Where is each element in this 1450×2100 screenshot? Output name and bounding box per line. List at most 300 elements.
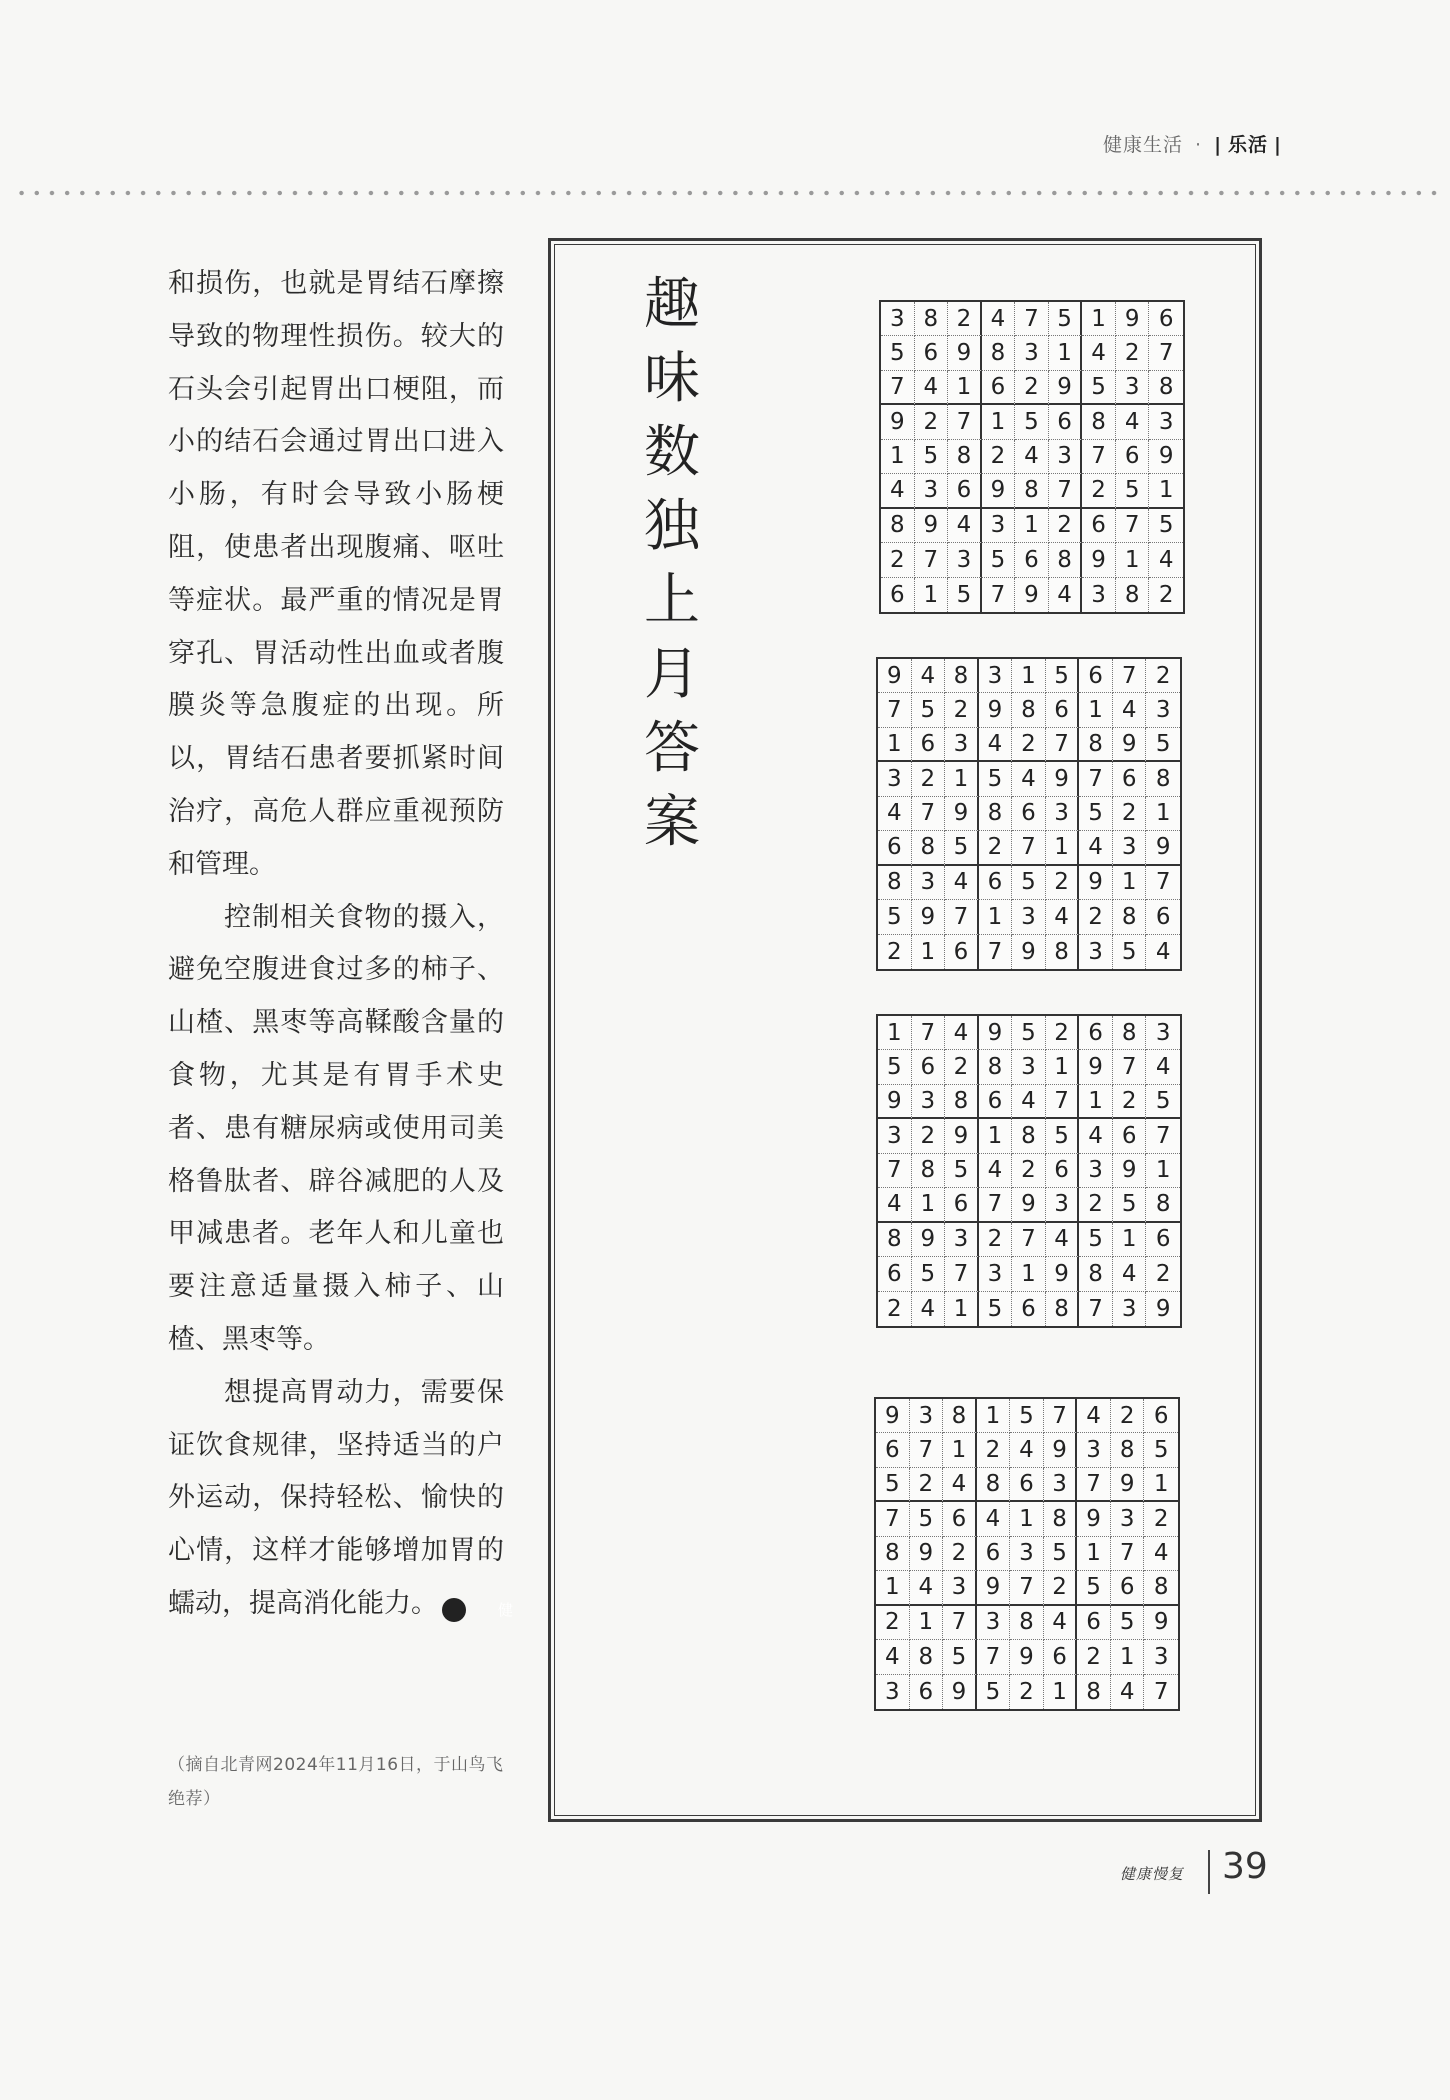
sudoku-cell: 6 (1111, 1571, 1145, 1605)
sudoku-cell: 3 (982, 509, 1016, 543)
sudoku-cell: 6 (1044, 1640, 1078, 1674)
sudoku-cell: 8 (1046, 935, 1080, 969)
sudoku-cell: 7 (979, 935, 1013, 969)
sudoku-cell: 8 (881, 509, 915, 543)
sudoku-cell: 3 (876, 1675, 910, 1709)
sudoku-cell: 2 (1044, 1571, 1078, 1605)
sudoku-cell: 6 (878, 1257, 912, 1291)
sudoku-cell: 4 (1079, 1119, 1113, 1153)
sudoku-cell: 1 (910, 1606, 944, 1640)
sudoku-cell: 5 (1149, 509, 1183, 543)
section-tag: 乐活 (1228, 134, 1269, 156)
sudoku-cell: 4 (876, 1640, 910, 1674)
article-paragraph-1: 和损伤，也就是胃结石摩擦导致的物理性损伤。较大的石头会引起胃出口梗阻，而小的结石会通过胃出口进入小肠，有时会导致小肠梗阻，使患者出现腹痛、呕吐等症状。最严重的情况是胃穿孔、胃活动性出血或者腹膜炎等急腹症的出现。所以，胃结石患者要抓紧时间治疗，高危人群应重视预防和管理。 (168, 268, 504, 880)
sudoku-cell: 4 (1010, 1433, 1044, 1467)
sudoku-cell: 5 (1015, 405, 1049, 439)
sudoku-cell: 9 (1144, 1606, 1178, 1640)
sudoku-cell: 9 (878, 1085, 912, 1119)
sudoku-cell: 3 (1116, 371, 1150, 405)
sudoku-cell: 7 (1146, 1119, 1180, 1153)
sudoku-cell: 2 (1046, 1016, 1080, 1050)
sudoku-cell: 1 (977, 1399, 1011, 1433)
sudoku-cell: 6 (977, 1537, 1011, 1571)
sudoku-cell: 5 (1012, 866, 1046, 900)
sudoku-cell: 8 (1077, 1675, 1111, 1709)
sudoku-cell: 2 (1146, 1257, 1180, 1291)
sudoku-cell: 7 (943, 1606, 977, 1640)
sudoku-cell: 1 (1146, 1154, 1180, 1188)
sudoku-cell: 7 (945, 1257, 979, 1291)
sudoku-cell: 3 (878, 1119, 912, 1153)
sudoku-cell: 2 (979, 1223, 1013, 1257)
sudoku-grid-1 (879, 300, 1185, 614)
sudoku-cell: 4 (912, 659, 946, 693)
sudoku-cell: 8 (1044, 1502, 1078, 1536)
sudoku-cell: 1 (1077, 1537, 1111, 1571)
sudoku-cell: 9 (1049, 371, 1083, 405)
sudoku-cell: 4 (1144, 1537, 1178, 1571)
sudoku-cell: 4 (979, 1154, 1013, 1188)
sudoku-cell: 9 (1113, 728, 1147, 762)
sudoku-cell: 8 (910, 1640, 944, 1674)
sudoku-cell: 9 (912, 1223, 946, 1257)
sudoku-cell: 4 (945, 1016, 979, 1050)
sudoku-cell: 9 (977, 1571, 1011, 1605)
sudoku-cell: 3 (1015, 336, 1049, 370)
sudoku-cell: 8 (1046, 1292, 1080, 1326)
sudoku-cell: 5 (876, 1468, 910, 1502)
sudoku-cell: 4 (1012, 1085, 1046, 1119)
article-end-icon: 健 (442, 1598, 466, 1622)
sudoku-cell: 6 (915, 336, 949, 370)
sudoku-cell: 3 (878, 762, 912, 796)
puzzle-title-char: 独 (644, 494, 700, 559)
sudoku-cell: 1 (943, 1433, 977, 1467)
sudoku-cell: 3 (979, 1257, 1013, 1291)
sudoku-cell: 2 (1046, 866, 1080, 900)
sudoku-cell: 1 (1079, 1085, 1113, 1119)
sudoku-cell: 1 (912, 1188, 946, 1222)
sudoku-cell: 7 (881, 371, 915, 405)
header-separator: · (1195, 134, 1203, 156)
tag-bracket-right: | (1274, 134, 1282, 156)
sudoku-cell: 5 (979, 1292, 1013, 1326)
sudoku-cell: 4 (1046, 1223, 1080, 1257)
puzzle-title-char: 月 (644, 642, 700, 707)
sudoku-cell: 4 (915, 371, 949, 405)
article-paragraph-2: 控制相关食物的摄入，避免空腹进食过多的柿子、山楂、黑枣等高鞣酸含量的食物，尤其是有胃手术史者、患有糖尿病或使用司美格鲁肽者、辟谷减肥的人及甲减患者。老年人和儿童也要注意适量摄入柿子、山楂、黑枣等。 (168, 901, 504, 1355)
sudoku-cell: 3 (945, 728, 979, 762)
sudoku-cell: 5 (878, 1050, 912, 1084)
sudoku-cell: 8 (912, 831, 946, 865)
sudoku-cell: 7 (912, 797, 946, 831)
sudoku-cell: 6 (945, 935, 979, 969)
sudoku-cell: 8 (1113, 1016, 1147, 1050)
sudoku-cell: 3 (1079, 935, 1113, 969)
sudoku-cell: 1 (948, 371, 982, 405)
sudoku-cell: 1 (878, 1016, 912, 1050)
sudoku-cell: 7 (910, 1433, 944, 1467)
sudoku-cell: 1 (1046, 1050, 1080, 1084)
sudoku-cell: 4 (1113, 1257, 1147, 1291)
sudoku-cell: 6 (1012, 797, 1046, 831)
sudoku-cell: 3 (977, 1606, 1011, 1640)
sudoku-cell: 3 (1113, 1292, 1147, 1326)
sudoku-cell: 8 (1146, 762, 1180, 796)
sudoku-cell: 2 (1079, 1188, 1113, 1222)
sudoku-cell: 1 (1149, 474, 1183, 508)
sudoku-cell: 5 (1046, 1119, 1080, 1153)
sudoku-cell: 5 (1113, 1188, 1147, 1222)
sudoku-cell: 3 (1144, 1640, 1178, 1674)
sudoku-cell: 7 (1044, 1399, 1078, 1433)
sudoku-cell: 4 (878, 797, 912, 831)
sudoku-cell: 4 (1082, 336, 1116, 370)
magazine-brand: 健康慢复 (1120, 1865, 1185, 1883)
sudoku-cell: 1 (1111, 1640, 1145, 1674)
sudoku-cell: 7 (1012, 1223, 1046, 1257)
sudoku-cell: 4 (1146, 1050, 1180, 1084)
sudoku-cell: 5 (1010, 1399, 1044, 1433)
sudoku-cell: 2 (878, 1292, 912, 1326)
sudoku-cell: 9 (1077, 1502, 1111, 1536)
sudoku-cell: 6 (1149, 302, 1183, 336)
sudoku-cell: 5 (945, 831, 979, 865)
sudoku-cell: 9 (943, 1675, 977, 1709)
sudoku-cell: 7 (1012, 831, 1046, 865)
sudoku-cell: 3 (912, 866, 946, 900)
sudoku-cell: 6 (948, 474, 982, 508)
puzzle-title-char: 答 (644, 716, 700, 781)
sudoku-cell: 4 (912, 1292, 946, 1326)
sudoku-cell: 3 (943, 1571, 977, 1605)
sudoku-cell: 3 (1049, 440, 1083, 474)
puzzle-title-char: 上 (644, 568, 700, 633)
sudoku-cell: 8 (1146, 1188, 1180, 1222)
sudoku-cell: 6 (1010, 1468, 1044, 1502)
sudoku-cell: 5 (1146, 1085, 1180, 1119)
sudoku-cell: 7 (1077, 1468, 1111, 1502)
sudoku-cell: 8 (1010, 1606, 1044, 1640)
sudoku-cell: 8 (977, 1468, 1011, 1502)
sudoku-cell: 6 (1046, 1154, 1080, 1188)
sudoku-cell: 4 (1015, 440, 1049, 474)
section-name: 健康生活 (1103, 134, 1184, 156)
sudoku-cell: 9 (1079, 866, 1113, 900)
sudoku-cell: 2 (979, 831, 1013, 865)
sudoku-cell: 3 (1146, 693, 1180, 727)
sudoku-cell: 3 (1149, 405, 1183, 439)
sudoku-cell: 7 (948, 405, 982, 439)
sudoku-cell: 8 (876, 1537, 910, 1571)
sudoku-cell: 1 (1015, 509, 1049, 543)
sudoku-cell: 3 (948, 543, 982, 577)
sudoku-cell: 1 (1144, 1468, 1178, 1502)
sudoku-cell: 4 (977, 1502, 1011, 1536)
sudoku-cell: 1 (1113, 866, 1147, 900)
sudoku-cell: 5 (945, 1154, 979, 1188)
sudoku-cell: 2 (915, 405, 949, 439)
sudoku-cell: 3 (1046, 797, 1080, 831)
sudoku-cell: 6 (1012, 1292, 1046, 1326)
puzzle-title (638, 268, 706, 860)
sudoku-cell: 2 (1146, 659, 1180, 693)
sudoku-cell: 4 (1079, 831, 1113, 865)
sudoku-cell: 1 (1049, 336, 1083, 370)
puzzle-title-char: 味 (644, 346, 700, 411)
sudoku-cell: 7 (878, 693, 912, 727)
sudoku-cell: 8 (1116, 578, 1150, 612)
puzzle-title-char: 数 (644, 420, 700, 485)
sudoku-cell: 4 (979, 728, 1013, 762)
sudoku-cell: 8 (1113, 900, 1147, 934)
sudoku-cell: 8 (878, 1223, 912, 1257)
sudoku-cell: 3 (1146, 1016, 1180, 1050)
article-body (168, 258, 514, 1631)
sudoku-cell: 9 (1012, 1188, 1046, 1222)
footer-divider (1208, 1850, 1210, 1894)
sudoku-cell: 7 (878, 1154, 912, 1188)
sudoku-cell: 4 (1077, 1399, 1111, 1433)
sudoku-cell: 8 (1149, 371, 1183, 405)
sudoku-cell: 5 (1111, 1606, 1145, 1640)
sudoku-cell: 1 (1113, 1223, 1147, 1257)
sudoku-cell: 3 (1079, 1154, 1113, 1188)
sudoku-cell: 4 (1049, 578, 1083, 612)
sudoku-cell: 6 (945, 1188, 979, 1222)
sudoku-cell: 6 (979, 1085, 1013, 1119)
sudoku-cell: 9 (878, 659, 912, 693)
sudoku-cell: 6 (1079, 1016, 1113, 1050)
sudoku-cell: 1 (1012, 659, 1046, 693)
sudoku-cell: 2 (1158, 581, 1174, 608)
sudoku-cell: 6 (979, 866, 1013, 900)
sudoku-cell: 6 (912, 728, 946, 762)
sudoku-cell: 6 (1079, 659, 1113, 693)
sudoku-cell: 6 (982, 371, 1016, 405)
sudoku-cell: 6 (1144, 1399, 1178, 1433)
sudoku-cell: 7 (1111, 1537, 1145, 1571)
sudoku-cell: 1 (881, 440, 915, 474)
sudoku-cell: 4 (945, 866, 979, 900)
page-number: 39 (1222, 1846, 1268, 1887)
running-header (1103, 130, 1282, 157)
sudoku-cell: 4 (943, 1468, 977, 1502)
sudoku-cell: 4 (1046, 900, 1080, 934)
sudoku-cell: 8 (945, 1085, 979, 1119)
sudoku-cell: 6 (912, 1050, 946, 1084)
sudoku-cell: 7 (977, 1640, 1011, 1674)
sudoku-cell: 6 (910, 1675, 944, 1709)
sudoku-cell: 7 (912, 1016, 946, 1050)
sudoku-cell: 8 (878, 866, 912, 900)
sudoku-cell: 8 (912, 1154, 946, 1188)
sudoku-cell: 1 (1010, 1502, 1044, 1536)
sudoku-cell: 6 (1077, 1606, 1111, 1640)
sudoku-cell: 3 (1082, 578, 1116, 612)
sudoku-cell: 1 (1046, 831, 1080, 865)
sudoku-cell: 4 (1155, 938, 1171, 965)
sudoku-cell: 9 (1149, 440, 1183, 474)
sudoku-cell: 2 (977, 1433, 1011, 1467)
sudoku-cell: 9 (1079, 1050, 1113, 1084)
sudoku-cell: 7 (915, 543, 949, 577)
sudoku-cell: 8 (982, 336, 1016, 370)
sudoku-cell: 9 (1044, 1433, 1078, 1467)
sudoku-cell: 4 (982, 302, 1016, 336)
sudoku-cell: 8 (1012, 693, 1046, 727)
sudoku-cell: 1 (912, 935, 946, 969)
sudoku-cell: 8 (1111, 1433, 1145, 1467)
sudoku-cell: 9 (945, 1119, 979, 1153)
sudoku-cell: 7 (1146, 866, 1180, 900)
sudoku-cell: 2 (1015, 371, 1049, 405)
sudoku-cell: 1 (979, 1119, 1013, 1153)
sudoku-cell: 2 (1113, 797, 1147, 831)
sudoku-cell: 8 (1144, 1571, 1178, 1605)
sudoku-cell: 8 (979, 1050, 1013, 1084)
sudoku-grid-2 (876, 657, 1182, 971)
sudoku-cell: 3 (1113, 831, 1147, 865)
sudoku-cell: 5 (1012, 1016, 1046, 1050)
sudoku-cell: 1 (945, 1292, 979, 1326)
sudoku-cell: 6 (943, 1502, 977, 1536)
article-paragraph-3 (168, 1367, 514, 1631)
sudoku-cell: 9 (1046, 762, 1080, 796)
sudoku-cell: 2 (878, 935, 912, 969)
sudoku-cell: 6 (1113, 762, 1147, 796)
sudoku-cell: 7 (1046, 1085, 1080, 1119)
sudoku-cell: 5 (881, 336, 915, 370)
sudoku-cell: 8 (948, 440, 982, 474)
sudoku-cell: 6 (876, 1433, 910, 1467)
sudoku-cell: 4 (1116, 405, 1150, 439)
sudoku-cell: 9 (1111, 1468, 1145, 1502)
sudoku-grid-4 (874, 1397, 1180, 1711)
dotted-divider (14, 190, 1444, 196)
sudoku-cell: 2 (945, 693, 979, 727)
sudoku-cell: 7 (1049, 474, 1083, 508)
sudoku-cell: 8 (1015, 474, 1049, 508)
sudoku-cell: 3 (1046, 1188, 1080, 1222)
sudoku-cell: 8 (1079, 728, 1113, 762)
sudoku-cell: 2 (1010, 1675, 1044, 1709)
sudoku-cell: 2 (1113, 1085, 1147, 1119)
sudoku-cell: 4 (878, 1188, 912, 1222)
sudoku-cell: 1 (876, 1571, 910, 1605)
sudoku-cell: 2 (1049, 509, 1083, 543)
sudoku-cell: 7 (945, 900, 979, 934)
sudoku-cell: 6 (1116, 440, 1150, 474)
sudoku-cell: 2 (1077, 1640, 1111, 1674)
sudoku-cell: 2 (910, 1468, 944, 1502)
sudoku-cell: 9 (948, 336, 982, 370)
sudoku-cell: 3 (915, 474, 949, 508)
sudoku-cell: 6 (881, 578, 915, 612)
sudoku-cell: 9 (979, 1016, 1013, 1050)
sudoku-cell: 3 (979, 659, 1013, 693)
puzzle-title-char: 案 (644, 790, 700, 855)
sudoku-cell: 6 (1146, 1223, 1180, 1257)
sudoku-cell: 5 (1077, 1571, 1111, 1605)
sudoku-cell: 8 (979, 797, 1013, 831)
sudoku-cell: 9 (876, 1399, 910, 1433)
sudoku-cell: 7 (1153, 1678, 1169, 1705)
sudoku-cell: 1 (1079, 693, 1113, 727)
sudoku-cell: 5 (1116, 474, 1150, 508)
sudoku-cell: 6 (1113, 1119, 1147, 1153)
sudoku-grid-3 (876, 1014, 1182, 1328)
sudoku-cell: 3 (945, 1223, 979, 1257)
sudoku-cell: 4 (948, 509, 982, 543)
sudoku-cell: 6 (878, 831, 912, 865)
sudoku-cell: 7 (1010, 1571, 1044, 1605)
sudoku-cell: 1 (1044, 1675, 1078, 1709)
article-paragraph-3-text: 想提高胃动力，需要保证饮食规律，坚持适当的户外运动，保持轻松、愉快的心情，这样才能够增加胃的蠕动，提高消化能力。 (168, 1376, 504, 1619)
sudoku-cell: 5 (912, 1257, 946, 1291)
sudoku-cell: 9 (912, 900, 946, 934)
sudoku-cell: 3 (1111, 1502, 1145, 1536)
sudoku-cell: 7 (1015, 302, 1049, 336)
sudoku-cell: 8 (1082, 405, 1116, 439)
sudoku-cell: 9 (1155, 1295, 1171, 1322)
sudoku-cell: 7 (1113, 1050, 1147, 1084)
sudoku-cell: 5 (1046, 659, 1080, 693)
sudoku-cell: 8 (1012, 1119, 1046, 1153)
article-source: （摘自北青网2024年11月16日，于山鸟飞绝荐） (168, 1755, 504, 1809)
tag-bracket-left: | (1214, 134, 1223, 156)
sudoku-cell: 7 (1046, 728, 1080, 762)
sudoku-cell: 1 (982, 405, 1016, 439)
sudoku-cell: 9 (910, 1537, 944, 1571)
sudoku-cell: 7 (1079, 1292, 1113, 1326)
sudoku-cell: 4 (1111, 1675, 1145, 1709)
sudoku-cell: 9 (945, 797, 979, 831)
sudoku-cell: 6 (1015, 543, 1049, 577)
sudoku-cell: 3 (1010, 1537, 1044, 1571)
sudoku-cell: 3 (1044, 1468, 1078, 1502)
sudoku-cell: 6 (1082, 509, 1116, 543)
sudoku-cell: 5 (982, 543, 1016, 577)
sudoku-cell: 5 (1079, 797, 1113, 831)
sudoku-cell: 9 (881, 405, 915, 439)
sudoku-cell: 2 (881, 543, 915, 577)
sudoku-cell: 2 (1079, 900, 1113, 934)
sudoku-cell: 2 (982, 440, 1016, 474)
sudoku-cell: 5 (1113, 935, 1147, 969)
sudoku-cell: 7 (1149, 336, 1183, 370)
sudoku-cell: 1 (1146, 797, 1180, 831)
sudoku-cell: 7 (1079, 762, 1113, 796)
sudoku-cell: 2 (876, 1606, 910, 1640)
sudoku-cell: 9 (1082, 543, 1116, 577)
sudoku-cell: 5 (948, 578, 982, 612)
sudoku-cell: 4 (1149, 543, 1183, 577)
sudoku-cell: 4 (1113, 693, 1147, 727)
sudoku-cell: 4 (881, 474, 915, 508)
sudoku-cell: 7 (982, 578, 1016, 612)
sudoku-cell: 2 (1012, 728, 1046, 762)
sudoku-cell: 9 (979, 693, 1013, 727)
sudoku-cell: 9 (1046, 1257, 1080, 1291)
sudoku-cell: 4 (910, 1571, 944, 1605)
puzzle-title-char: 趣 (644, 272, 700, 337)
sudoku-cell: 5 (1082, 371, 1116, 405)
sudoku-cell: 3 (912, 1085, 946, 1119)
sudoku-cell: 6 (1146, 900, 1180, 934)
sudoku-cell: 2 (912, 762, 946, 796)
sudoku-cell: 5 (915, 440, 949, 474)
